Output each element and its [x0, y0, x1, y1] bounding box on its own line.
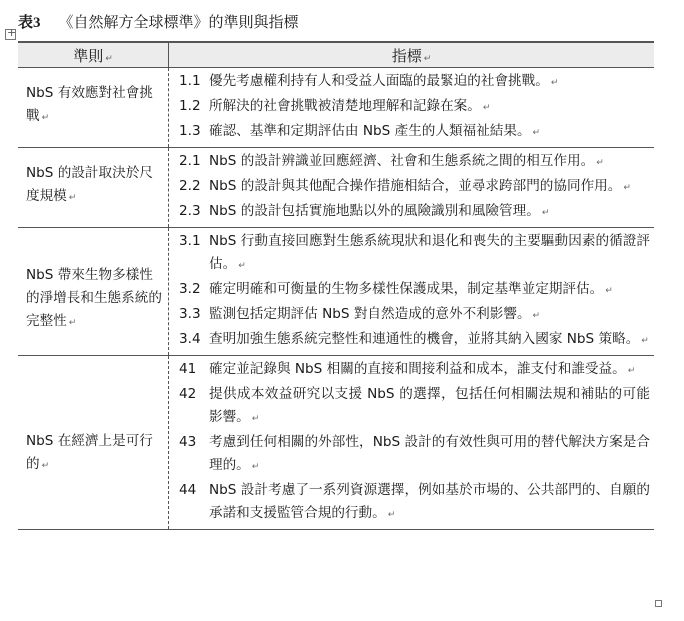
- indicators-column-header: 指標 ↵: [169, 42, 655, 68]
- indicator-row: 42 提供成本效益研究以支援 NbS 的選擇，包括任何相關法規和補貼的可能影響。 ↵: [179, 386, 650, 425]
- table-resize-handle-icon[interactable]: [655, 600, 662, 607]
- criteria-table: [18, 41, 654, 530]
- criteria-column-header: 準則 ↵: [18, 42, 169, 68]
- indicator-row: 2.2 NbS 的設計與其他配合操作措施相結合，並尋求跨部門的協同作用。 ↵: [179, 178, 631, 194]
- indicator-row: 1.3 確認、基準和定期評估由 NbS 產生的人類福祉結果。 ↵: [179, 123, 541, 139]
- indicator-cell: [169, 356, 655, 530]
- indicator-row: 3.3 監測包括定期評估 NbS 對自然造成的意外不利影響。 ↵: [179, 306, 541, 322]
- indicator-row: 1.2 所解決的社會挑戰被清楚地理解和記錄在案。 ↵: [179, 98, 491, 114]
- criterion-group-4: [18, 356, 654, 530]
- indicator-cell: [169, 68, 655, 148]
- criterion-group-1: [18, 68, 654, 148]
- criterion-group-2: [18, 148, 654, 228]
- criterion-cell: NbS 有效應對社會挑戰 ↵: [18, 68, 169, 148]
- criterion-cell: NbS 帶來生物多樣性的淨增長和生態系統的完整性 ↵: [18, 228, 169, 356]
- indicator-row: 41 確定並記錄與 NbS 相關的直接和間接利益和成本，誰支付和誰受益。 ↵: [179, 361, 636, 377]
- criterion-cell: NbS 的設計取決於尺度規模 ↵: [18, 148, 169, 228]
- table-title: 《自然解方全球標準》的準則與指標: [58, 13, 299, 31]
- criterion-cell: NbS 在經濟上是可行的 ↵: [18, 356, 169, 530]
- indicator-row: 2.3 NbS 的設計包括實施地點以外的風險識別和風險管理。 ↵: [179, 203, 550, 219]
- indicator-cell: [169, 148, 655, 228]
- criterion-group-3: [18, 228, 654, 356]
- indicator-row: 3.4 查明加強生態系統完整性和連通性的機會，並將其納入國家 NbS 策略。 ↵: [179, 331, 649, 347]
- indicator-row: 3.1 NbS 行動直接回應對生態系統現狀和退化和喪失的主要驅動因素的循證評估。 ↵: [179, 233, 650, 272]
- header-row: [18, 42, 654, 68]
- table-caption: [18, 11, 299, 32]
- table-move-handle-icon[interactable]: [5, 29, 16, 40]
- indicator-row: 2.1 NbS 的設計辨識並回應經濟、社會和生態系統之間的相互作用。 ↵: [179, 153, 604, 169]
- indicator-cell: [169, 228, 655, 356]
- table-number: 表3: [18, 15, 41, 31]
- indicator-row: 43 考慮到任何相關的外部性，NbS 設計的有效性與可用的替代解決方案是合理的。 ↵: [179, 434, 650, 473]
- indicator-row: 1.1 優先考慮權利持有人和受益人面臨的最緊迫的社會挑戰。 ↵: [179, 73, 559, 89]
- indicator-row: 44 NbS 設計考慮了一系列資源選擇，例如基於市場的、公共部門的、自願的承諾和支援監管合規的行動。 ↵: [179, 482, 650, 521]
- indicator-row: 3.2 確定明確和可衡量的生物多樣性保護成果，制定基準並定期評估。 ↵: [179, 281, 613, 297]
